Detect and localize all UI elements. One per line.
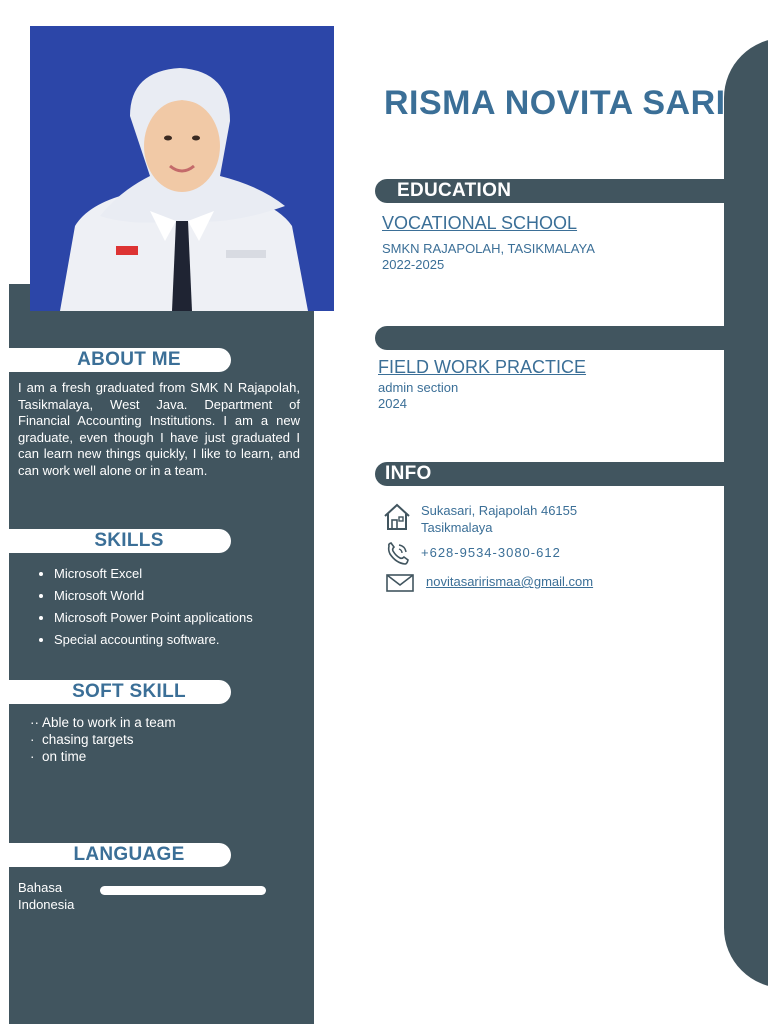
skills-pill [9, 529, 231, 553]
about-me-pill [9, 348, 231, 372]
language-name [18, 879, 74, 913]
education-heading: EDUCATION [397, 180, 512, 201]
phone-icon [384, 540, 412, 568]
language-level-bar [100, 886, 266, 895]
list-item: • Microsoft Excel [54, 563, 253, 585]
soft-skill-text: Able to work in a team [42, 715, 176, 730]
experience-title: FIELD WORK PRACTICE [378, 357, 587, 377]
language-name-line2: Indonesia [18, 897, 75, 912]
profile-photo [30, 26, 334, 311]
list-item: • Special accounting software. [54, 629, 253, 651]
language-heading: LANGUAGE [73, 844, 185, 865]
experience-role: admin section [378, 380, 459, 395]
soft-skills-list [30, 714, 176, 765]
address-line2: Tasikmalaya [421, 520, 493, 535]
bullet: · [30, 732, 35, 747]
soft-skill-text: chasing targets [42, 732, 134, 747]
experience-section-bar [375, 326, 724, 350]
experience-year: 2024 [378, 396, 407, 411]
list-item: • Microsoft World [54, 585, 253, 607]
soft-skill-text: on time [42, 749, 87, 764]
email-link[interactable]: novitasarirismaa@gmail.com [426, 574, 594, 589]
education-section-bar [375, 179, 724, 203]
soft-skill-pill [9, 680, 231, 704]
skills-heading: SKILLS [94, 530, 164, 551]
education-school: SMKN RAJAPOLAH, TASIKMALAYA [382, 241, 595, 256]
bullet: · [30, 749, 35, 764]
skills-list [36, 563, 253, 651]
phone-number: +628-9534-3080-612 [421, 545, 561, 560]
right-decorative-bar [724, 38, 768, 988]
home-icon [382, 502, 412, 532]
list-item [30, 731, 176, 748]
about-me-heading: ABOUT ME [77, 349, 181, 370]
email-icon [386, 573, 414, 593]
language-name-line1: Bahasa [18, 880, 63, 895]
address-line1: Sukasari, Rajapolah 46155 [421, 503, 578, 518]
education-title: VOCATIONAL SCHOOL [382, 213, 578, 233]
bullet: ·· [30, 715, 39, 730]
soft-skill-heading: SOFT SKILL [72, 681, 186, 702]
info-heading: INFO [385, 463, 432, 484]
education-years: 2022-2025 [382, 257, 445, 272]
list-item [30, 748, 176, 765]
language-pill [9, 843, 231, 867]
info-section-bar [375, 462, 724, 486]
list-item: • Microsoft Power Point applications [54, 607, 253, 629]
list-item [30, 714, 176, 731]
profile-photo-illustration [30, 26, 334, 311]
about-me-text: I am a fresh graduated from SMK N Rajapolah, Tasikmalaya, West Java. Department of Financial Accounting Institutions. I am a new graduate, even though I have just graduated I can learn new things quickly, I like to learn, and can work well alone or in a team. [18, 380, 300, 478]
person-name: RISMA NOVITA SARI [384, 84, 726, 122]
